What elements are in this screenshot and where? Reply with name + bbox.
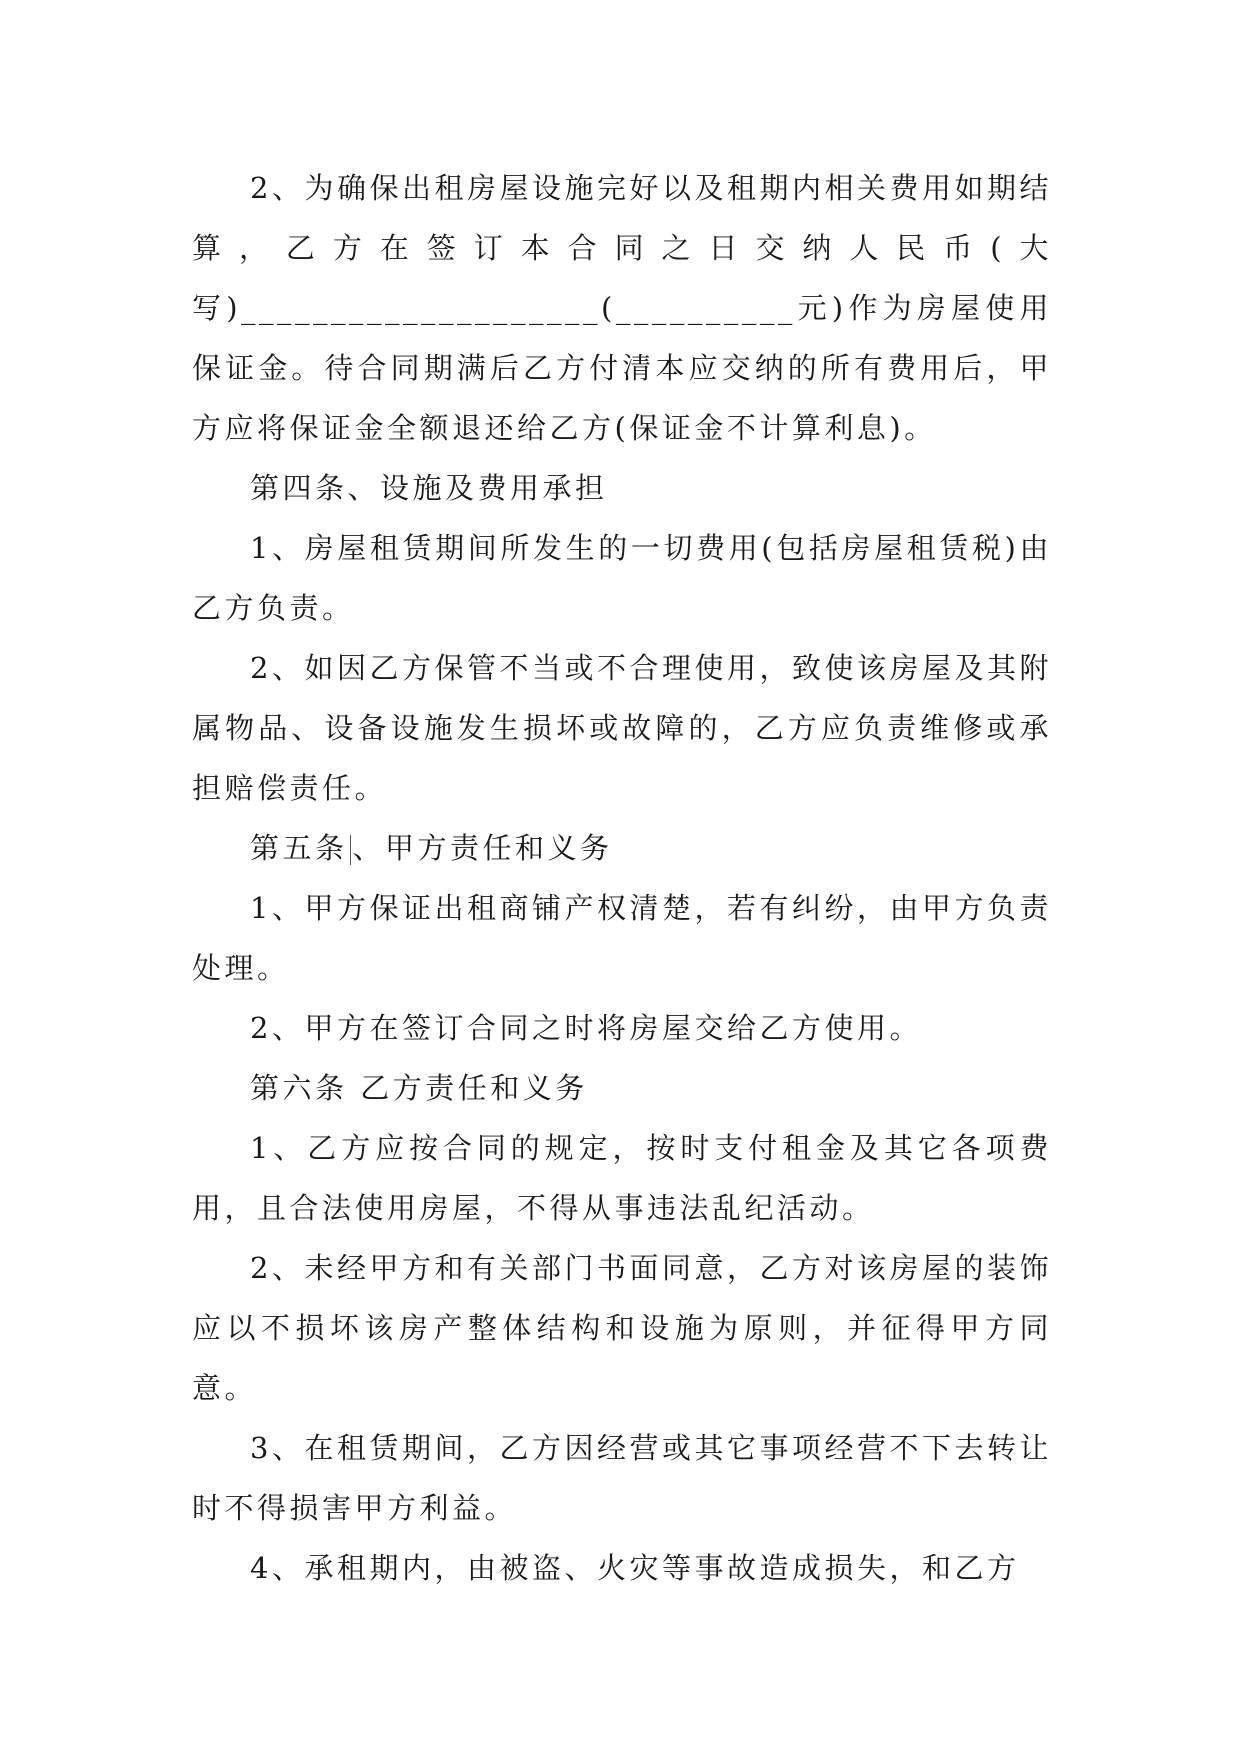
- heading-article-4: 第四条、设施及费用承担: [250, 471, 608, 505]
- heading-article-5-number: 第五条: [250, 831, 348, 865]
- paragraph-article-5-item-2: 2、甲方在签订合同之时将房屋交给乙方使用。: [250, 1011, 922, 1045]
- paragraph-article-6-item-1: 1、乙方应按合同的规定，按时支付租金及其它各项费用，且合法使用房屋，不得从事违法乱纪活动。: [192, 1131, 1052, 1225]
- paragraph-article-5-item-1: 1、甲方保证出租商铺产权清楚，若有纠纷，由甲方负责处理。: [192, 891, 1052, 985]
- paragraph-article-6-item-3: 3、在租赁期间，乙方因经营或其它事项经营不下去转让时不得损害甲方利益。: [192, 1431, 1052, 1525]
- text-cursor: [350, 835, 351, 865]
- paragraph-article-4-item-1: 1、房屋租赁期间所发生的一切费用(包括房屋租赁税)由乙方负责。: [192, 531, 1052, 625]
- paragraph-article-6-item-2: 2、未经甲方和有关部门书面同意，乙方对该房屋的装饰应以不损坏该房产整体结构和设施为原则，并征得甲方同意。: [192, 1251, 1052, 1405]
- heading-article-6: 第六条 乙方责任和义务: [250, 1071, 588, 1105]
- paragraph-deposit: 2、为确保出租房屋设施完好以及租期内相关费用如期结算，乙方在签订本合同之日交纳人民币(大写)____________________(__________元)作为房屋使用保证金。待合同期满后乙方付清本应交纳的所有费用后，甲方应将保证金全额退还给乙方(保证金不计算利息)。: [192, 171, 1052, 445]
- paragraph-article-4-item-2: 2、如因乙方保管不当或不合理使用，致使该房屋及其附属物品、设备设施发生损坏或故障的，乙方应负责维修或承担赔偿责任。: [192, 651, 1052, 805]
- document-body: [192, 158, 1052, 1598]
- heading-article-5-title: 、甲方责任和义务: [352, 831, 613, 865]
- heading-article-5: [192, 818, 1052, 878]
- paragraph-article-6-item-4: 4、承租期内，由被盗、火灾等事故造成损失，和乙方: [250, 1551, 1020, 1585]
